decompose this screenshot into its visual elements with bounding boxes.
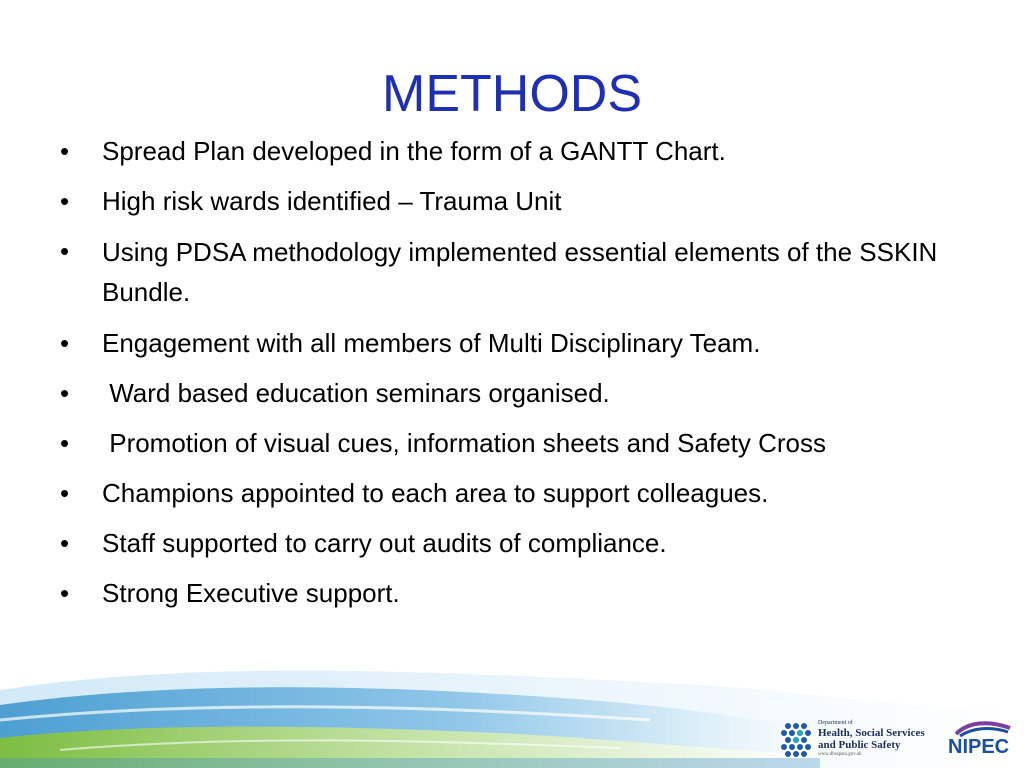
dhssps-dot-cluster-icon — [778, 720, 814, 760]
bullet-text: Promotion of visual cues, information sheets and Safety Cross — [102, 428, 827, 458]
dhssps-line2: and Public Safety — [818, 739, 901, 751]
bullet-dot: • — [60, 236, 70, 266]
bullet-text: Spread Plan developed in the form of a GANTT Chart. — [102, 136, 726, 166]
bullet-item — [52, 574, 992, 612]
nipec-logo — [944, 718, 1020, 764]
bullet-text: Engagement with all members of Multi Disciplinary Team. — [102, 328, 761, 358]
bullet-dot: • — [60, 186, 70, 216]
bullet-text: Using PDSA methodology implemented essential elements of the SSKIN Bundle. — [102, 237, 938, 307]
bullet-text: Strong Executive support. — [102, 578, 400, 608]
bullet-item — [52, 474, 992, 512]
dhssps-small-label: Department of — [818, 720, 853, 726]
dhssps-line1: Health, Social Services — [818, 727, 925, 739]
bullet-text: High risk wards identified – Trauma Unit — [102, 186, 562, 216]
bullet-dot: • — [60, 136, 70, 166]
bullet-dot: • — [60, 478, 70, 508]
bullet-item — [52, 182, 992, 220]
slide-title: METHODS — [382, 65, 642, 123]
bullet-item — [52, 374, 992, 412]
bullet-text: Ward based education seminars organised. — [102, 378, 610, 408]
bullet-dot: • — [60, 428, 70, 458]
bullet-dot: • — [60, 528, 70, 558]
dhssps-logo — [778, 716, 938, 764]
bullet-item — [52, 132, 992, 170]
bullet-item — [52, 232, 992, 312]
dhssps-wordmark — [818, 720, 925, 758]
bullet-item — [52, 324, 992, 362]
bullet-list — [52, 132, 992, 624]
bullet-item — [52, 524, 992, 562]
bullet-text: Champions appointed to each area to support colleagues. — [102, 478, 769, 508]
bullet-dot: • — [60, 378, 70, 408]
bullet-dot: • — [60, 328, 70, 358]
bullet-item — [52, 424, 992, 462]
bullet-text: Staff supported to carry out audits of compliance. — [102, 528, 667, 558]
bullet-dot: • — [60, 578, 70, 608]
dhssps-url: www.dhsspsni.gov.uk — [818, 752, 862, 757]
nipec-wordmark: NIPEC — [948, 736, 1010, 758]
